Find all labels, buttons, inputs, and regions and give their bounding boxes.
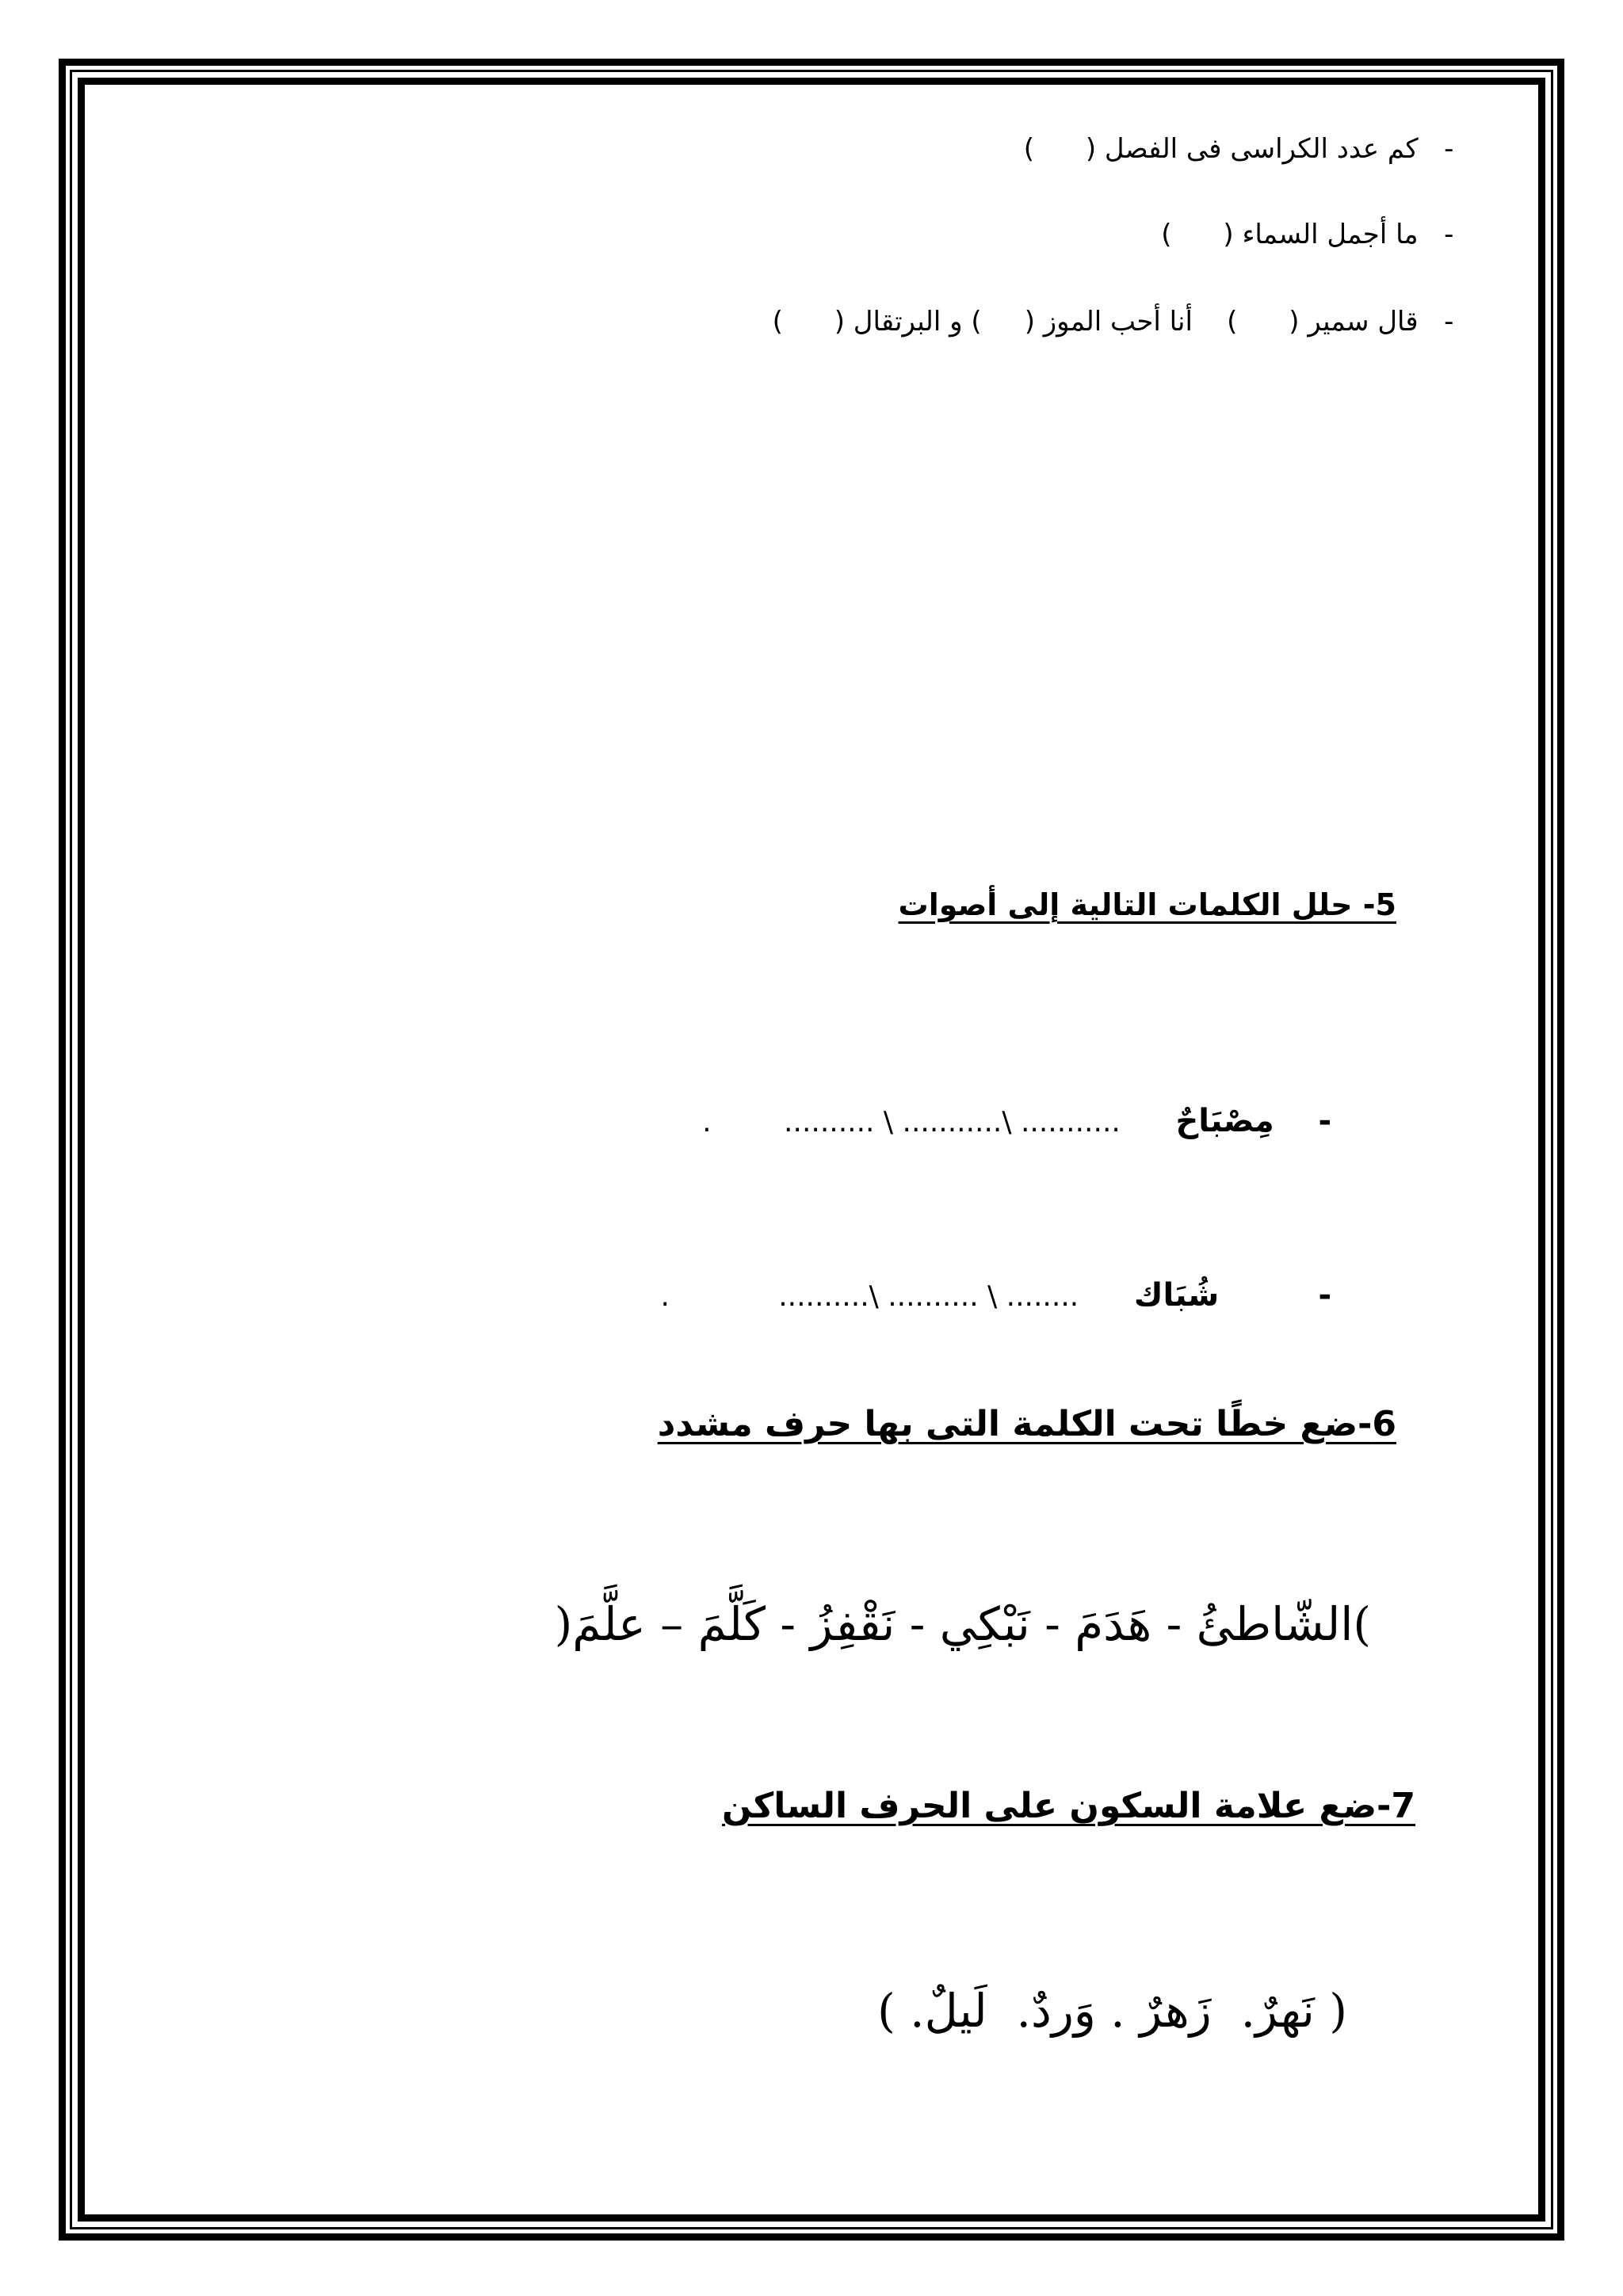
question-3 (773, 274, 1471, 338)
question-dash: - (1444, 133, 1454, 165)
question-1 (1024, 101, 1471, 165)
question-dash: - (1444, 306, 1454, 338)
answer-blanks: ........... \........... \ .......... . (702, 1106, 1121, 1138)
item-word: مِصْبَاحٌ (1175, 1103, 1274, 1139)
section5-item-2 (660, 1241, 1354, 1314)
section7-words: ( نَهرٌ. زَهرٌ . وَردٌ. لَيلٌ. ) (877, 1984, 1347, 2038)
section6-title: 6-ضع خطًا تحت الكلمة التى بها حرف مشدد (657, 1404, 1396, 1444)
answer-blanks: ........ \ .......... \.......... . (660, 1280, 1079, 1313)
section5-title: 5- حلل الكلمات التالية إلى أصوات (898, 887, 1396, 922)
question-dash: - (1444, 219, 1454, 250)
section5-item-1 (702, 1066, 1354, 1139)
item-dash: - (1318, 1103, 1332, 1139)
item-dash: - (1318, 1277, 1332, 1314)
question-text: قال سمير ( ) أنا أحب الموز ( ) و البرتقال ( ) (772, 306, 1419, 338)
section6-words: )الشّاطئُ - هَدَمَ - نَبْكِي - نَقْفِزُ - كَلَّمَ – علَّمَ( (554, 1597, 1371, 1651)
question-2 (1161, 187, 1471, 250)
question-text: كم عدد الكراسى فى الفصل ( ) (1023, 133, 1419, 165)
question-text: ما أجمل السماء ( ) (1161, 219, 1419, 250)
section7-title: 7-ضع علامة السكون على الحرف الساكن (722, 1786, 1415, 1826)
page-border-inner (78, 78, 1545, 2222)
item-word: شُبَاك (1133, 1277, 1220, 1314)
